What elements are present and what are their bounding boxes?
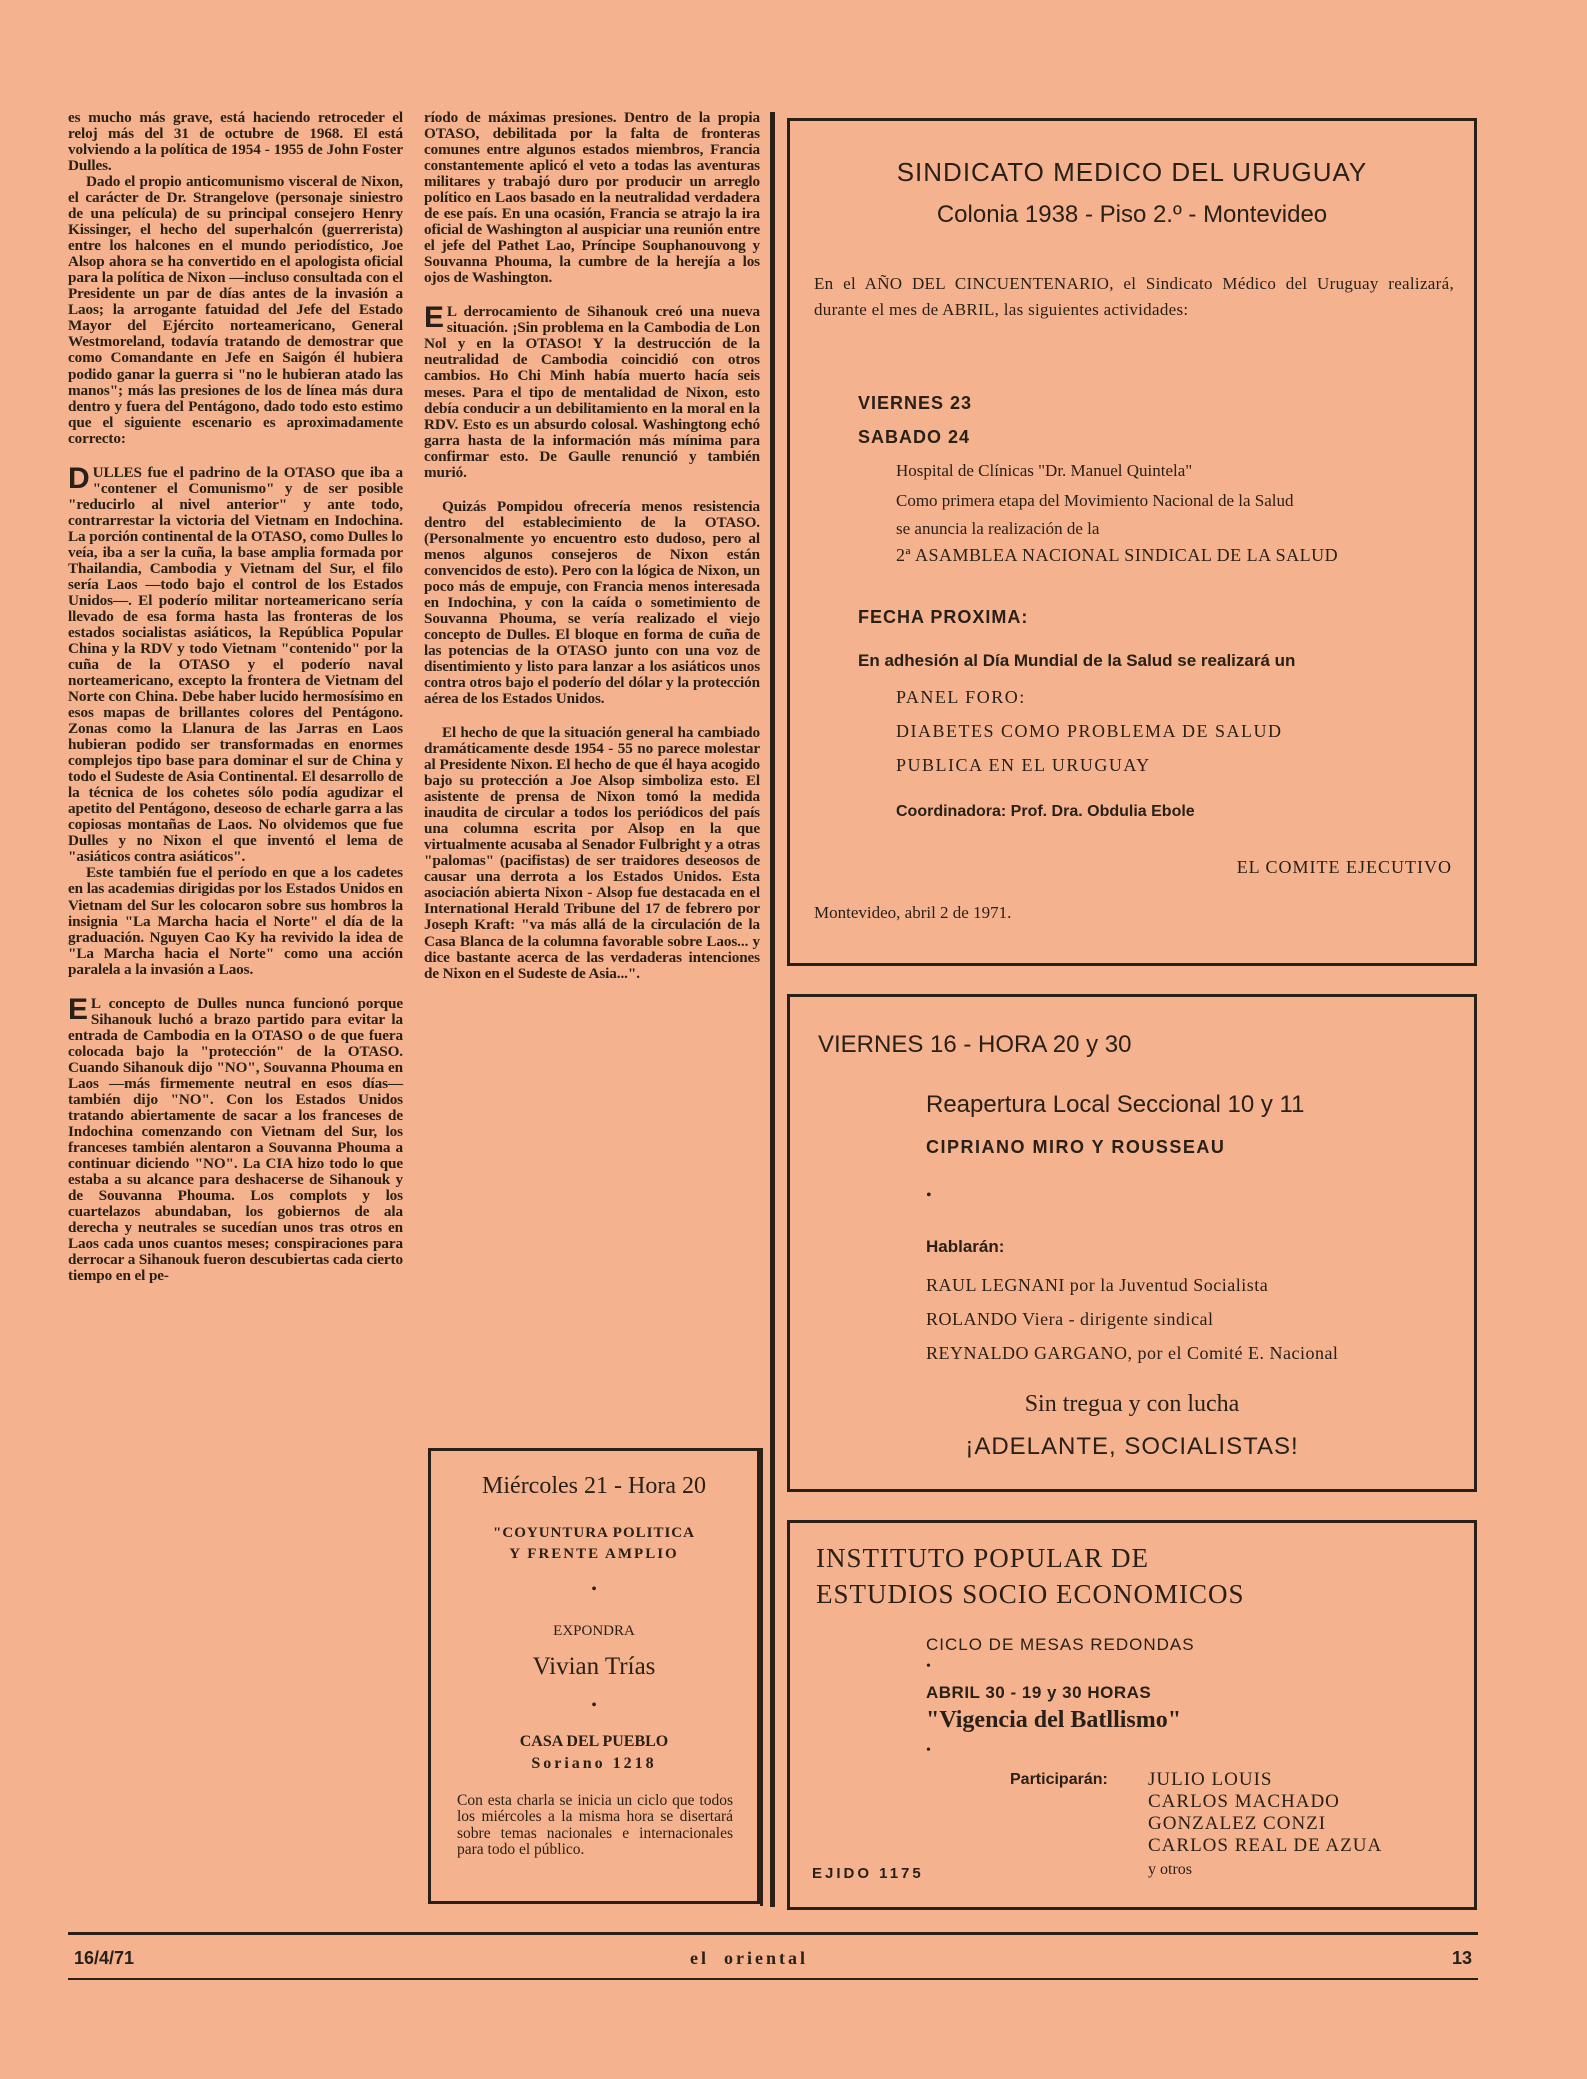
ad-sindicato-address: Colonia 1938 - Piso 2.º - Montevideo: [936, 201, 1328, 228]
ad-sindicato-coord: Coordinadora: Prof. Dra. Obdulia Ebole: [896, 803, 1195, 820]
ad-friday-title: VIERNES 16 - HORA 20 y 30: [818, 1031, 1132, 1058]
ad-wednesday-title: Miércoles 21 - Hora 20: [482, 1473, 706, 1499]
ad-instituto-participan: Participarán:: [1010, 1771, 1108, 1788]
drop-cap: E: [68, 992, 88, 1026]
ad-sindicato-adhesion: En adhesión al Día Mundial de la Salud se realizará un: [858, 651, 1296, 670]
article-paragraph-text: L concepto de Dulles nunca funcionó porque Sihanouk luchó a brazo partido para evitar la entrada de Cambodia en la OTASO o de que fuera colocada bajo la "protección" de la OTASO. Cuando Sihanouk dijo "NO", Souvanna Phouma en Laos —más firmemente neutral en esos días— también dijo "NO". Con los Estados Unidos tratando abiertamente de sacar a los franceses de Indochina comenzando con Vietnam del Sur, los franceses también alentaron a Souvanna Phouma a continuar diciendo "NO". La CIA hizo todo lo que estaba a su alcance para deshacerse de Sihanouk y de Souvanna Phouma. Los complots y los cuartelazos abundaban, los gobiernos de ala derecha y neutrales se sucedían unos tras otros en Laos cada unos cuantos meses; conspiraciones para derrocar a Sihanouk fueron descubiertas cada cierto tiempo en el pe-: [68, 994, 403, 1285]
ad-sindicato-box: [787, 118, 1477, 966]
footer-page-number: 13: [1452, 1948, 1473, 1968]
article-paragraph-text: L derrocamiento de Sihanouk creó una nueva situación. ¡Sin problema en la Cambodia de Lon Nol y en la OTASO! Y la destrucción de la neutralidad de Cambodia coincidió con otros cambios. Ho Chi Minh había muerto hacía seis meses. Para el tipo de mentalidad de Nixon, esto debía conducir a un debilitamiento en la moral en la RDV. Esto es un absurdo colosal. Washingtong echó garra hasta de la información más mínima para confirmar esto. De Gaulle renunció y también murió.: [424, 303, 760, 481]
ad-wednesday-address: Soriano 1218: [531, 1755, 657, 1772]
ad-friday-speaker-2: ROLANDO Viera - dirigente sindical: [926, 1309, 1214, 1329]
ad-sindicato-place: Hospital de Clínicas "Dr. Manuel Quintela": [896, 461, 1193, 480]
article-column-2: [424, 110, 760, 982]
ad-sindicato-title: SINDICATO MEDICO DEL URUGUAY: [896, 157, 1368, 187]
article-paragraph: [68, 992, 403, 1285]
drop-cap: D: [68, 461, 90, 495]
ad-wednesday-rule: [760, 1448, 763, 1906]
article-paragraph: [424, 301, 760, 481]
ad-friday-subtitle: Reapertura Local Seccional 10 y 11: [926, 1091, 1305, 1118]
ad-wednesday-topic-1: "COYUNTURA POLITICA: [493, 1525, 695, 1541]
article-paragraph-text: Este también fue el período en que a los cadetes en las academias dirigidas por los Estados Unidos en Vietnam del Sur les colocaron sobre sus hombros la insignia "La Marcha hacia el Norte" el día de la graduación. Nguyen Cao Ky ha revivido la idea de "La Marcha hacia el Norte" como una acción paralela a la invasión a Laos.: [68, 864, 403, 978]
ad-sindicato-fecha: FECHA PROXIMA:: [858, 607, 1029, 627]
ad-sindicato-line3: 2ª ASAMBLEA NACIONAL SINDICAL DE LA SALUD: [896, 545, 1339, 565]
ad-wednesday-box: [428, 1448, 760, 1904]
ad-instituto-date: ABRIL 30 - 19 y 30 HORAS: [926, 1683, 1152, 1702]
ad-friday-slogan-1: Sin tregua y con lucha: [1024, 1391, 1240, 1417]
article-paragraph-text: Dado el propio anticomunismo visceral de Nixon, el carácter de Dr. Strangelove (personaje siniestro de una película) de su principal consejero Henry Kissinger, el hecho del superhalcón (guerrerista) entre los halcones en el mundo periodístico, Joe Alsop ahora se ha convertido en el apologista oficial para la política de Nixon —incluso consultada con el Presidente un par de días antes de la invasión a Laos; la arrogante fatuidad del Jefe del Estado Mayor del Ejército norteamericano, General Westmoreland, todavía tratando de demostrar que como Comandante en Jefe en Saigón él hubiera podido ganar la guerra si "no le hubieran atado las manos"; más las presiones de los de línea más dura dentro y fuera del Pentágono, dado todo esto estimo que el siguiente escenario es aproximadamente correcto:: [68, 173, 403, 447]
article-paragraph: [68, 110, 403, 174]
ad-instituto-participant-4: CARLOS REAL DE AZUA: [1148, 1835, 1383, 1856]
ad-sindicato-panel1: PANEL FORO:: [896, 687, 1026, 707]
drop-cap: E: [424, 301, 444, 335]
ad-instituto-topic: "Vigencia del Batllismo": [926, 1707, 1182, 1733]
footer-rule-top: [68, 1932, 1478, 1935]
ad-instituto-participant-5: y otros: [1148, 1861, 1192, 1878]
ad-wednesday-venue: CASA DEL PUEBLO: [519, 1733, 669, 1750]
ad-instituto-address: EJIDO 1175: [812, 1865, 924, 1882]
article-paragraph: [68, 174, 403, 447]
ad-instituto-bullet-2: •: [926, 1743, 931, 1758]
ad-friday-bullet: •: [926, 1187, 932, 1204]
ad-sindicato-panel3: PUBLICA EN EL URUGUAY: [896, 755, 1151, 775]
ad-instituto-participant-3: GONZALEZ CONZI: [1148, 1813, 1327, 1834]
ad-wednesday-bullet-2: •: [591, 1697, 597, 1714]
article-paragraph-text: Quizás Pompidou ofrecería menos resistencia dentro del establecimiento de la OTASO. (Personalmente yo encuentro esto dudoso, pero al menos algunos consejeros de Nixon están convencidos de esto). Pero con la lógica de Nixon, un poco más de empuje, con Francia menos interesada en Indochina, y con la caída o sometimiento de Souvanna Phouma, se vería realizado el viejo concepto de Dulles. El bloque en forma de cuña de las potencias de la OTASO junto con una voz de disentimiento y listo para lanzar a los asiáticos unos contra otros bajo el poderío del dólar y la protección aérea de los Estados Unidos.: [424, 497, 760, 708]
ad-wednesday-bullet-1: •: [591, 1581, 597, 1598]
ad-instituto-participant-1: JULIO LOUIS: [1148, 1769, 1273, 1790]
article-paragraph-text: ríodo de máximas presiones. Dentro de la propia OTASO, debilitada por la falta de fronteras comunes entre algunos estados miembros, Francia constantemente aplicó el veto a todas las aventuras militares y trabajó duro por producir un arreglo político en Laos basado en la neutralidad verdadera de ese país. En una ocasión, Francia se atrajo la ira oficial de Washington al auspiciar una reunión entre el jefe del Pathet Lao, Príncipe Souphanouvong y Souvanna Phouma, la cumbre de la herejía a los ojos de Washington.: [424, 109, 760, 287]
ad-wednesday-topic-2: Y FRENTE AMPLIO: [509, 1546, 679, 1562]
ad-instituto-participant-2: CARLOS MACHADO: [1148, 1791, 1340, 1812]
ad-wednesday-note: Con esta charla se inicia un ciclo que todos los miércoles a la misma hora se disertará sobre temas nacionales e internacionales para todo el público.: [457, 1792, 733, 1858]
ad-friday-slogan-2: ¡ADELANTE, SOCIALISTAS!: [965, 1433, 1299, 1460]
ad-instituto-bullet-1: •: [926, 1659, 931, 1674]
footer-rule-bottom: [68, 1978, 1478, 1980]
ad-sindicato-line1: Como primera etapa del Movimiento Nacional de la Salud: [896, 491, 1294, 510]
ad-wednesday-speaker: Vivian Trías: [532, 1653, 656, 1680]
article-paragraph: [424, 110, 760, 286]
article-column-1: [68, 110, 403, 1284]
ad-friday-address: CIPRIANO MIRO Y ROUSSEAU: [926, 1137, 1226, 1157]
article-paragraph-text: ULLES fue el padrino de la OTASO que iba a "contener el Comunismo" y de ser posible "reducirlo al nivel anterior" y ante todo, contrarrestar la victoria del Vietnam en Indochina. La porción continental de la OTASO, como Dulles lo veía, iba a ser la cuña, la base amplia formada por Thailandia, Cambodia y Vietnam del Sur, el filo sería Laos —todo bajo el control de los Estados Unidos—. El poderío militar norteamericano sería llevado de esa forma hasta las fronteras de los estados socialistas asiáticos, la República Popular China y la RDV y todo Vietnam "contenido" por la cuña de la OTASO y el poderío naval norteamericano, excepto la frontera de Vietnam del Norte con China. Debe haber lucido hermosísimo en esos mapas de brillantes colores del Pentágono. Zonas como la Llanura de las Jarras en Laos hubieran podido ser transformadas en enormes complejos tipo base para dominar el sur de China y todo el Sudeste de Asia Continental. El desarrollo de la técnica de los cohetes sólo podía agudizar el apetito del Pentágono, deseoso de echarle garra a las copiosas montañas de Laos. No olvidemos que fue Dulles y no Nixon el que inventó el lema de "asiáticos contra asiáticos".: [68, 463, 403, 866]
column-divider: [770, 112, 775, 1907]
ad-friday-speaker-1: RAUL LEGNANI por la Juventud Socialista: [926, 1275, 1269, 1295]
footer-masthead: el oriental: [690, 1948, 808, 1968]
ad-instituto-title-1: INSTITUTO POPULAR DE: [816, 1543, 1150, 1573]
ad-instituto-title-2: ESTUDIOS SOCIO ECONOMICOS: [816, 1579, 1245, 1609]
ad-sindicato-line2: se anuncia la realización de la: [896, 519, 1100, 538]
ad-sindicato-comite: EL COMITE EJECUTIVO: [1236, 857, 1452, 877]
ad-instituto-box: [787, 1520, 1477, 1910]
article-paragraph: [68, 865, 403, 977]
ad-sindicato-panel2: DIABETES COMO PROBLEMA DE SALUD: [896, 721, 1283, 741]
ad-friday-box: [787, 994, 1477, 1492]
ad-sindicato-date: Montevideo, abril 2 de 1971.: [814, 903, 1012, 922]
ad-instituto-ciclo: CICLO DE MESAS REDONDAS: [926, 1635, 1195, 1654]
article-paragraph: [424, 499, 760, 707]
ad-sindicato-day2: SABADO 24: [858, 427, 971, 447]
ad-sindicato-day1: VIERNES 23: [858, 393, 973, 413]
ad-sindicato-intro: En el AÑO DEL CINCUENTENARIO, el Sindicato Médico del Uruguay realizará, durante el mes de ABRIL, las siguientes actividades:: [814, 274, 1454, 319]
article-paragraph: [424, 725, 760, 982]
article-paragraph-text: El hecho de que la situación general ha cambiado dramáticamente desde 1954 - 55 no parece molestar al Presidente Nixon. El hecho de que él haya acogido bajo su protección a Joe Alsop simboliza esto. El asistente de prensa de Nixon tomó la medida inaudita de circular a todos los periódicos del país una columna escrita por Alsop en la que virtualmente acusaba al Senador Fulbright y a otras "palomas" (pacifistas) de ser traidores deseosos de causar una derrota a los Estados Unidos. Esta asociación abierta Nixon - Alsop fue destacada en el International Herald Tribune del 17 de febrero por Joseph Kraft: "va más allá de la circulación de la Casa Blanca de la columna favorable sobre Laos... y dice bastante acerca de las verdaderas intenciones de Nixon en el Sudeste de Asia...".: [424, 724, 760, 982]
ad-friday-speaker-3: REYNALDO GARGANO, por el Comité E. Nacional: [926, 1343, 1339, 1363]
article-paragraph: [68, 461, 403, 866]
ad-friday-hablaran: Hablarán:: [926, 1237, 1005, 1256]
footer-date: 16/4/71: [74, 1948, 135, 1968]
article-paragraph-text: es mucho más grave, está haciendo retroceder el reloj más del 31 de octubre de 1968. El está volviendo a la política de 1954 - 1955 de John Foster Dulles.: [68, 109, 403, 175]
ad-wednesday-expondra: EXPONDRA: [553, 1623, 635, 1639]
